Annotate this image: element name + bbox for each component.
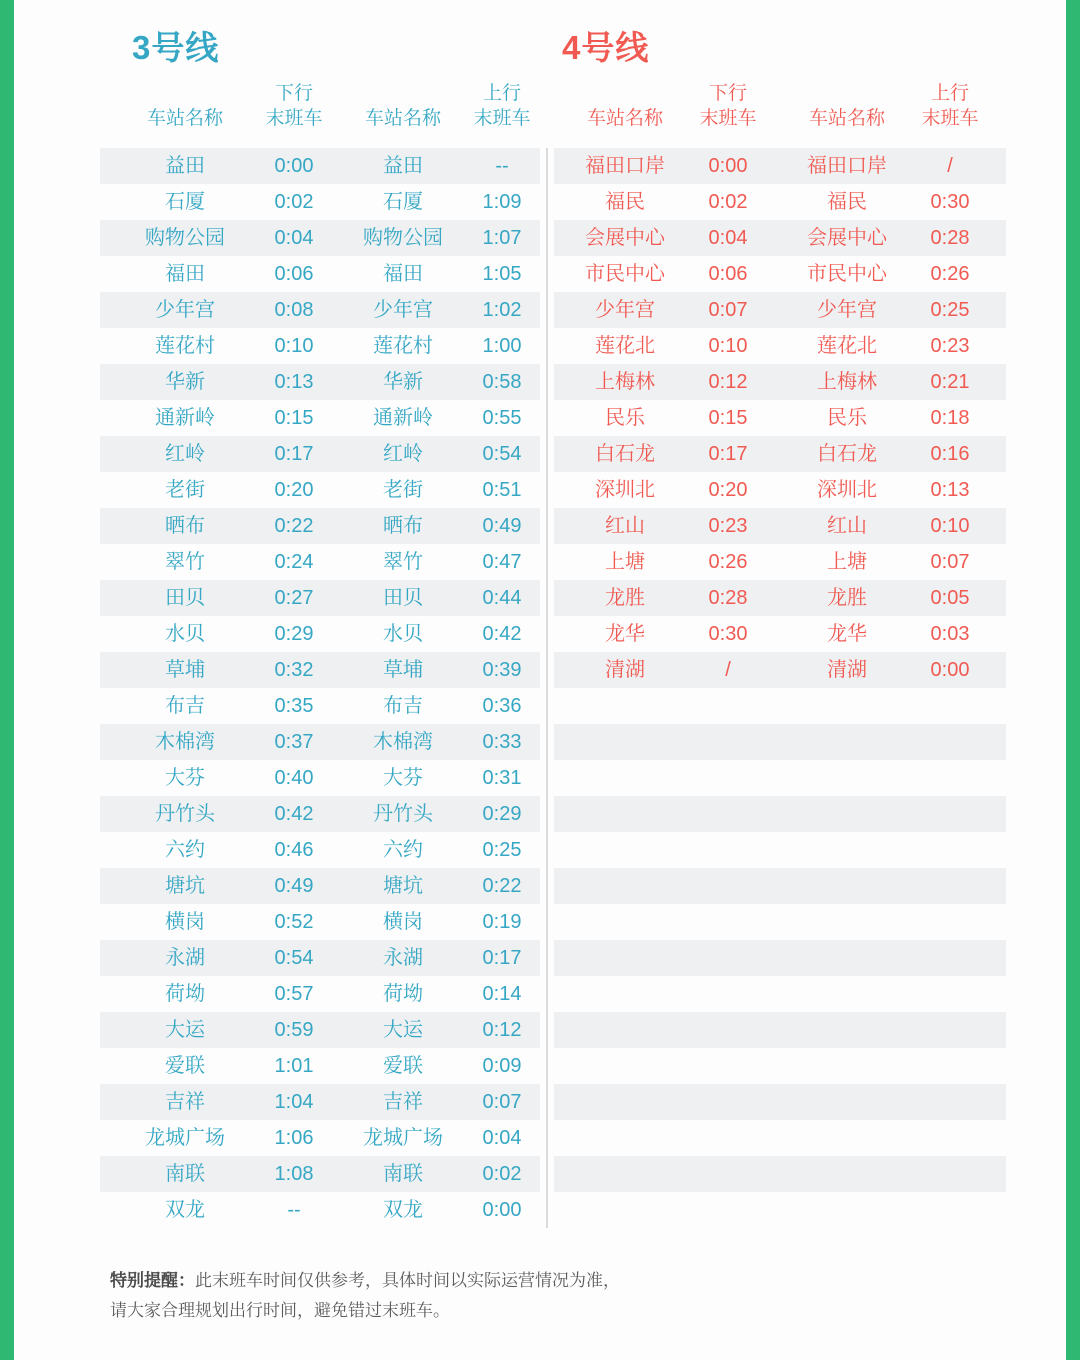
line4-down-time: 0:15 xyxy=(708,407,748,429)
line4-down-time: 0:20 xyxy=(708,479,748,501)
row-stripe-right xyxy=(554,1048,1006,1084)
row-stripe-right xyxy=(554,1084,1006,1120)
line3-up-time: 0:55 xyxy=(482,407,522,429)
row-stripe-right xyxy=(554,1192,1006,1228)
line3-up-time: 0:14 xyxy=(482,983,522,1005)
line3-down-station: 华新 xyxy=(165,371,205,393)
line3-up-station: 石厦 xyxy=(383,191,423,213)
table-row xyxy=(14,580,1066,616)
line3-down-time: 1:01 xyxy=(274,1055,314,1077)
line3-down-time: 0:06 xyxy=(274,263,314,285)
table-row xyxy=(14,400,1066,436)
line3-up-time: 1:00 xyxy=(482,335,522,357)
line3-up-station: 晒布 xyxy=(383,515,423,537)
line4-up-time: 0:10 xyxy=(930,515,970,537)
row-stripe-right xyxy=(554,688,1006,724)
line3-down-time: 0:46 xyxy=(274,839,314,861)
line4-up-time: 0:03 xyxy=(930,623,970,645)
line4-up-station: 清湖 xyxy=(827,659,867,681)
line4-down-station: 福民 xyxy=(605,191,645,213)
line4-down-time: / xyxy=(725,659,731,681)
line4-down-time: 0:23 xyxy=(708,515,748,537)
line3-up-station: 六约 xyxy=(383,839,423,861)
line4-down-time: 0:10 xyxy=(708,335,748,357)
line3-up-time: 0:33 xyxy=(482,731,522,753)
line3-up-station: 横岗 xyxy=(383,911,423,933)
line3-up-station: 南联 xyxy=(383,1163,423,1185)
line4-down-time: 0:30 xyxy=(708,623,748,645)
line3-up-time: 0:36 xyxy=(482,695,522,717)
line3-down-time: 0:42 xyxy=(274,803,314,825)
footer-note-line2: 请大家合理规划出行时间，避免错过末班车。 xyxy=(110,1301,450,1320)
line4-down-station: 福田口岸 xyxy=(585,155,665,177)
line4-down-station: 会展中心 xyxy=(585,227,665,249)
line4-up-station: 市民中心 xyxy=(807,263,887,285)
table-row xyxy=(14,148,1066,184)
timetable-rows xyxy=(14,148,1066,1228)
line4-up-station: 红山 xyxy=(827,515,867,537)
line3-up-station: 莲花村 xyxy=(373,335,433,357)
line3-down-station: 石厦 xyxy=(165,191,205,213)
line3-down-station: 福田 xyxy=(165,263,205,285)
line3-up-time: 1:07 xyxy=(482,227,522,249)
row-stripe-right xyxy=(554,904,1006,940)
line3-up-time: 0:29 xyxy=(482,803,522,825)
line4-up-station: 民乐 xyxy=(827,407,867,429)
line3-down-station: 横岗 xyxy=(165,911,205,933)
line3-up-station: 永湖 xyxy=(383,947,423,969)
line3-up-station: 双龙 xyxy=(383,1199,423,1221)
line4-up-time: 0:21 xyxy=(930,371,970,393)
line3-up-station: 福田 xyxy=(383,263,423,285)
line3-up-station: 翠竹 xyxy=(383,551,423,573)
line4-up-station: 福田口岸 xyxy=(807,155,887,177)
line4-up-time: 0:07 xyxy=(930,551,970,573)
line3-down-time: 1:04 xyxy=(274,1091,314,1113)
header-line4-down-station: 车站名称 xyxy=(586,108,663,129)
line3-up-time: 0:44 xyxy=(482,587,522,609)
line3-down-station: 翠竹 xyxy=(165,551,205,573)
line3-up-time: -- xyxy=(495,155,509,177)
line3-up-time: 0:51 xyxy=(482,479,522,501)
line3-up-station: 水贝 xyxy=(383,623,423,645)
table-row xyxy=(14,832,1066,868)
row-stripe-right xyxy=(554,796,1006,832)
table-row xyxy=(14,1012,1066,1048)
line3-down-station: 木棉湾 xyxy=(155,731,215,753)
line3-up-station: 草埔 xyxy=(383,659,423,681)
line3-up-station: 通新岭 xyxy=(373,407,433,429)
column-divider xyxy=(546,148,548,1228)
line3-up-time: 0:54 xyxy=(482,443,522,465)
line3-up-station: 华新 xyxy=(383,371,423,393)
line4-down-station: 市民中心 xyxy=(585,263,665,285)
table-row xyxy=(14,868,1066,904)
line4-up-time: 0:30 xyxy=(930,191,970,213)
timetable xyxy=(14,148,1066,1238)
line3-up-station: 木棉湾 xyxy=(373,731,433,753)
line4-down-time: 0:17 xyxy=(708,443,748,465)
line4-up-station: 上塘 xyxy=(827,551,867,573)
table-row xyxy=(14,328,1066,364)
row-stripe-right xyxy=(554,1156,1006,1192)
line3-down-time: 0:59 xyxy=(274,1019,314,1041)
line3-up-time: 0:25 xyxy=(482,839,522,861)
line3-up-time: 0:19 xyxy=(482,911,522,933)
line3-down-time: 0:49 xyxy=(274,875,314,897)
line3-down-time: 0:17 xyxy=(274,443,314,465)
line3-up-station: 吉祥 xyxy=(383,1091,423,1113)
line3-down-time: 0:22 xyxy=(274,515,314,537)
header-line4-up-time: 上行 末班车 xyxy=(921,83,979,129)
line4-down-station: 莲花北 xyxy=(595,335,655,357)
line3-down-station: 田贝 xyxy=(165,587,205,609)
line4-down-time: 0:07 xyxy=(708,299,748,321)
table-row xyxy=(14,904,1066,940)
table-row xyxy=(14,220,1066,256)
line3-down-time: 0:08 xyxy=(274,299,314,321)
table-row xyxy=(14,1156,1066,1192)
line4-down-station: 深圳北 xyxy=(595,479,655,501)
line3-down-station: 六约 xyxy=(165,839,205,861)
line3-up-station: 少年宫 xyxy=(373,299,433,321)
line4-up-station: 龙华 xyxy=(827,623,867,645)
table-row xyxy=(14,616,1066,652)
row-stripe-right xyxy=(554,1120,1006,1156)
line3-down-station: 荷坳 xyxy=(165,983,205,1005)
line3-down-time: 1:06 xyxy=(274,1127,314,1149)
line4-up-station: 莲花北 xyxy=(817,335,877,357)
line3-down-station: 莲花村 xyxy=(155,335,215,357)
line3-up-time: 0:02 xyxy=(482,1163,522,1185)
line4-down-station: 上梅林 xyxy=(595,371,655,393)
table-row xyxy=(14,472,1066,508)
line4-down-station: 民乐 xyxy=(605,407,645,429)
line3-down-time: 0:29 xyxy=(274,623,314,645)
line3-down-station: 丹竹头 xyxy=(155,803,215,825)
row-stripe-right xyxy=(554,724,1006,760)
line3-down-time: 0:57 xyxy=(274,983,314,1005)
line3-down-time: 0:02 xyxy=(274,191,314,213)
table-row xyxy=(14,724,1066,760)
table-row xyxy=(14,940,1066,976)
line3-down-station: 龙城广场 xyxy=(145,1127,225,1149)
line3-down-time: 0:15 xyxy=(274,407,314,429)
line3-down-station: 草埔 xyxy=(165,659,205,681)
line4-up-station: 龙胜 xyxy=(827,587,867,609)
header-line3-down-time: 下行 末班车 xyxy=(265,83,323,129)
line3-up-time: 0:47 xyxy=(482,551,522,573)
row-stripe-right xyxy=(554,1012,1006,1048)
line3-down-time: 0:13 xyxy=(274,371,314,393)
column-headers xyxy=(14,84,1066,142)
table-row xyxy=(14,1120,1066,1156)
line4-down-station: 龙胜 xyxy=(605,587,645,609)
table-row xyxy=(14,292,1066,328)
table-row xyxy=(14,508,1066,544)
line4-down-station: 红山 xyxy=(605,515,645,537)
line3-up-station: 老街 xyxy=(383,479,423,501)
table-row xyxy=(14,760,1066,796)
line3-down-time: 0:52 xyxy=(274,911,314,933)
line3-down-station: 南联 xyxy=(165,1163,205,1185)
line3-up-time: 1:02 xyxy=(482,299,522,321)
footer-note xyxy=(110,1266,620,1326)
line3-down-station: 水贝 xyxy=(165,623,205,645)
line4-down-time: 0:28 xyxy=(708,587,748,609)
line3-down-time: 0:37 xyxy=(274,731,314,753)
line4-up-time: 0:00 xyxy=(930,659,970,681)
table-row xyxy=(14,652,1066,688)
line3-down-time: 0:04 xyxy=(274,227,314,249)
table-row xyxy=(14,976,1066,1012)
header-line3-up-station: 车站名称 xyxy=(364,108,441,129)
line3-up-time: 0:49 xyxy=(482,515,522,537)
line3-down-time: 0:00 xyxy=(274,155,314,177)
line3-up-time: 0:39 xyxy=(482,659,522,681)
line3-down-time: 0:35 xyxy=(274,695,314,717)
line3-up-station: 布吉 xyxy=(383,695,423,717)
line3-down-time: 0:27 xyxy=(274,587,314,609)
line4-down-time: 0:26 xyxy=(708,551,748,573)
line4-up-time: 0:16 xyxy=(930,443,970,465)
header-line4-down-time: 下行 末班车 xyxy=(699,83,757,129)
table-row xyxy=(14,1048,1066,1084)
line3-down-time: -- xyxy=(287,1199,301,1221)
footer-note-line1 xyxy=(110,1266,620,1296)
line3-up-time: 0:22 xyxy=(482,875,522,897)
line4-up-station: 少年宫 xyxy=(817,299,877,321)
line3-down-station: 少年宫 xyxy=(155,299,215,321)
row-stripe-right xyxy=(554,868,1006,904)
line4-up-time: / xyxy=(947,155,953,177)
line3-up-time: 0:17 xyxy=(482,947,522,969)
line4-up-time: 0:26 xyxy=(930,263,970,285)
table-row xyxy=(14,688,1066,724)
footer-note-label: 特别提醒： xyxy=(110,1271,195,1290)
line3-down-station: 晒布 xyxy=(165,515,205,537)
line4-up-time: 0:25 xyxy=(930,299,970,321)
line3-up-station: 荷坳 xyxy=(383,983,423,1005)
row-stripe-right xyxy=(554,760,1006,796)
line4-down-station: 少年宫 xyxy=(595,299,655,321)
line4-up-time: 0:23 xyxy=(930,335,970,357)
line3-down-station: 大芬 xyxy=(165,767,205,789)
line3-up-time: 0:04 xyxy=(482,1127,522,1149)
line4-down-station: 龙华 xyxy=(605,623,645,645)
line3-up-station: 爱联 xyxy=(383,1055,423,1077)
line3-up-time: 0:07 xyxy=(482,1091,522,1113)
line3-up-station: 红岭 xyxy=(383,443,423,465)
line4-down-time: 0:02 xyxy=(708,191,748,213)
line3-down-time: 0:20 xyxy=(274,479,314,501)
line3-down-station: 老街 xyxy=(165,479,205,501)
line3-up-station: 益田 xyxy=(383,155,423,177)
line4-up-time: 0:05 xyxy=(930,587,970,609)
row-stripe-right xyxy=(554,832,1006,868)
line3-up-station: 购物公园 xyxy=(363,227,443,249)
line3-down-station: 爱联 xyxy=(165,1055,205,1077)
table-row xyxy=(14,796,1066,832)
table-row xyxy=(14,256,1066,292)
line3-down-station: 红岭 xyxy=(165,443,205,465)
line3-down-station: 永湖 xyxy=(165,947,205,969)
line3-up-time: 1:05 xyxy=(482,263,522,285)
line3-down-time: 0:10 xyxy=(274,335,314,357)
line4-down-time: 0:04 xyxy=(708,227,748,249)
line4-up-time: 0:13 xyxy=(930,479,970,501)
line4-up-station: 会展中心 xyxy=(807,227,887,249)
line4-up-station: 福民 xyxy=(827,191,867,213)
line4-up-station: 深圳北 xyxy=(817,479,877,501)
line3-down-time: 0:40 xyxy=(274,767,314,789)
line3-up-station: 大芬 xyxy=(383,767,423,789)
line4-up-time: 0:28 xyxy=(930,227,970,249)
line3-up-time: 0:31 xyxy=(482,767,522,789)
line3-down-time: 0:32 xyxy=(274,659,314,681)
header-line4-up-station: 车站名称 xyxy=(808,108,885,129)
line4-down-station: 白石龙 xyxy=(595,443,655,465)
line3-up-time: 0:00 xyxy=(482,1199,522,1221)
header-line3-down-station: 车站名称 xyxy=(146,108,223,129)
line3-down-station: 塘坑 xyxy=(165,875,205,897)
line3-down-station: 双龙 xyxy=(165,1199,205,1221)
table-row xyxy=(14,436,1066,472)
row-stripe-right xyxy=(554,976,1006,1012)
line3-down-station: 布吉 xyxy=(165,695,205,717)
table-row xyxy=(14,1192,1066,1228)
line4-up-time: 0:18 xyxy=(930,407,970,429)
line3-down-station: 通新岭 xyxy=(155,407,215,429)
line3-up-station: 田贝 xyxy=(383,587,423,609)
line3-up-station: 丹竹头 xyxy=(373,803,433,825)
line3-up-station: 龙城广场 xyxy=(363,1127,443,1149)
header-line3-up-time: 上行 末班车 xyxy=(473,83,531,129)
table-row xyxy=(14,364,1066,400)
line4-down-time: 0:00 xyxy=(708,155,748,177)
line3-down-station: 吉祥 xyxy=(165,1091,205,1113)
line3-down-station: 益田 xyxy=(165,155,205,177)
line3-up-station: 塘坑 xyxy=(383,875,423,897)
line4-title: 4号线 xyxy=(562,29,650,66)
line3-down-station: 大运 xyxy=(165,1019,205,1041)
line3-up-time: 0:42 xyxy=(482,623,522,645)
line4-down-station: 上塘 xyxy=(605,551,645,573)
table-row xyxy=(14,184,1066,220)
line3-down-time: 1:08 xyxy=(274,1163,314,1185)
line3-up-station: 大运 xyxy=(383,1019,423,1041)
table-row xyxy=(14,544,1066,580)
table-row xyxy=(14,1084,1066,1120)
line3-down-station: 购物公园 xyxy=(145,227,225,249)
line4-up-station: 上梅林 xyxy=(817,371,877,393)
line3-down-time: 0:24 xyxy=(274,551,314,573)
line-titles xyxy=(14,0,1066,84)
line4-down-time: 0:06 xyxy=(708,263,748,285)
line3-title: 3号线 xyxy=(132,29,220,66)
line4-down-station: 清湖 xyxy=(605,659,645,681)
footer-note-text1: 此末班车时间仅供参考，具体时间以实际运营情况为准， xyxy=(195,1271,620,1290)
line4-down-time: 0:12 xyxy=(708,371,748,393)
line3-up-time: 0:09 xyxy=(482,1055,522,1077)
line3-down-time: 0:54 xyxy=(274,947,314,969)
line3-up-time: 0:12 xyxy=(482,1019,522,1041)
row-stripe-right xyxy=(554,940,1006,976)
line3-up-time: 0:58 xyxy=(482,371,522,393)
line4-up-station: 白石龙 xyxy=(817,443,877,465)
line3-up-time: 1:09 xyxy=(482,191,522,213)
